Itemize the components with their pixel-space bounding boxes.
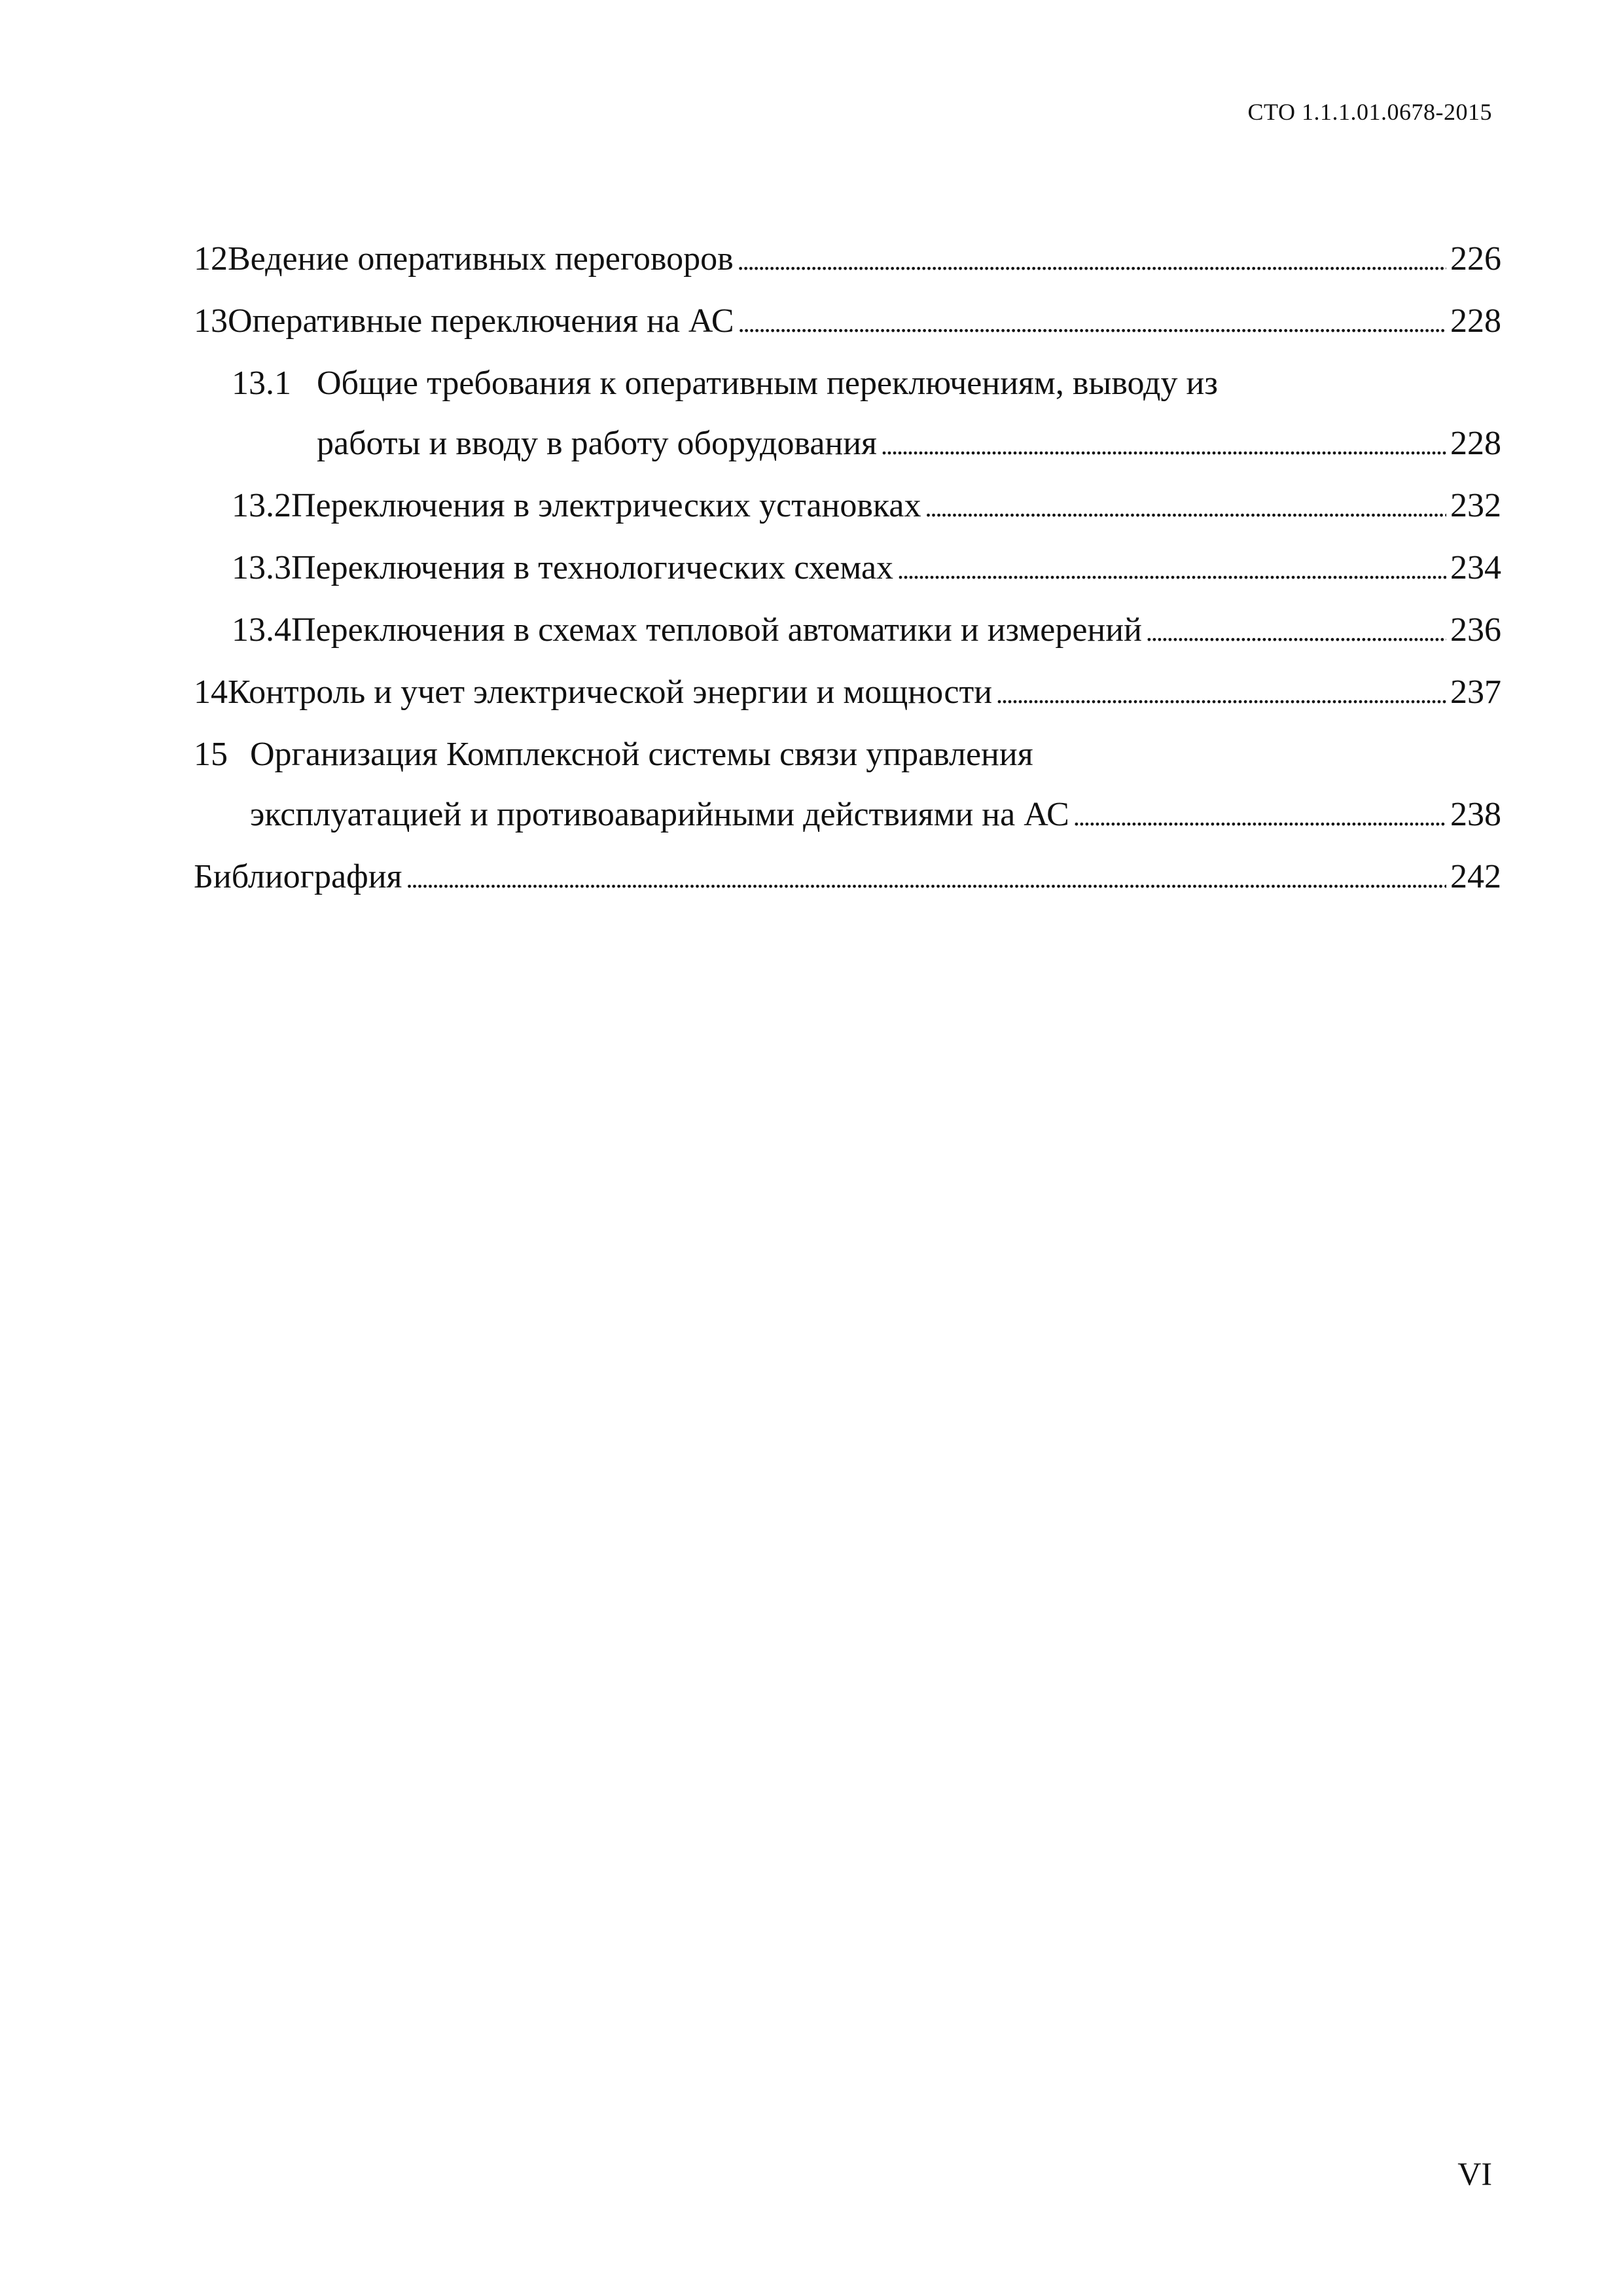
toc-entry-number: 14 <box>194 673 228 711</box>
toc-entry-title: Переключения в технологических схемах <box>291 549 894 586</box>
toc-entry-number: 13.1 <box>232 365 291 402</box>
toc-entry-page: 228 <box>1450 302 1501 340</box>
toc-entry-page: 226 <box>1450 240 1501 278</box>
dot-leader <box>996 662 1446 725</box>
toc-entry-title-line2: эксплуатацией и противоаварийными действиями на АС <box>250 796 1069 833</box>
toc-entry-12[interactable] <box>194 229 1501 291</box>
toc-entry-title: Библиография <box>194 858 402 895</box>
toc-entry-page: 238 <box>1450 796 1501 833</box>
toc-entry-number: 13.4 <box>232 611 291 649</box>
dot-leader <box>1146 600 1446 662</box>
toc-entry-14[interactable] <box>194 662 1501 725</box>
toc-entry-page: 237 <box>1450 673 1501 711</box>
document-code: СТО 1.1.1.01.0678-2015 <box>1247 99 1492 125</box>
table-of-contents <box>194 229 1501 909</box>
toc-entry-title: Контроль и учет электрической энергии и мощности <box>228 673 993 711</box>
toc-entry-15-continued[interactable] <box>194 785 1501 847</box>
dot-leader <box>738 291 1446 353</box>
toc-entry-title: Оперативные переключения на АС <box>228 302 734 340</box>
toc-entry-number: 15 <box>194 736 228 773</box>
toc-entry-title: Переключения в электрических установках <box>291 487 921 524</box>
page-number: VI <box>1457 2155 1492 2192</box>
toc-entry-number: 12 <box>194 240 228 278</box>
toc-entry-page: 234 <box>1450 549 1501 586</box>
dot-leader <box>897 538 1446 600</box>
toc-entry-page: 242 <box>1450 858 1501 895</box>
toc-entry-title-line1: Организация Комплексной системы связи управления <box>250 736 1033 773</box>
toc-entry-title: Ведение оперативных переговоров <box>228 240 734 278</box>
toc-entry-page: 228 <box>1450 425 1501 462</box>
toc-entry-title-line1: Общие требования к оперативным переключениям, выводу из <box>317 365 1218 402</box>
toc-entry-number: 13.2 <box>232 487 291 524</box>
dot-leader <box>881 414 1446 476</box>
toc-entry-title-line2: работы и вводу в работу оборудования <box>317 425 877 462</box>
dot-leader <box>406 847 1446 909</box>
dot-leader <box>738 229 1446 291</box>
toc-entry-13-1[interactable] <box>194 353 1501 414</box>
toc-entry-number: 13.3 <box>232 549 291 586</box>
toc-entry-13-1-continued[interactable] <box>194 414 1501 476</box>
toc-entry-title: Переключения в схемах тепловой автоматики и измерений <box>291 611 1142 649</box>
toc-entry-15[interactable] <box>194 725 1501 785</box>
dot-leader <box>925 476 1446 538</box>
toc-entry-bibliography[interactable] <box>194 847 1501 909</box>
toc-entry-13-3[interactable] <box>194 538 1501 600</box>
dot-leader <box>1073 785 1446 847</box>
toc-entry-13-4[interactable] <box>194 600 1501 662</box>
toc-entry-13-2[interactable] <box>194 476 1501 538</box>
toc-entry-page: 232 <box>1450 487 1501 524</box>
toc-entry-13[interactable] <box>194 291 1501 353</box>
toc-entry-page: 236 <box>1450 611 1501 649</box>
toc-entry-number: 13 <box>194 302 228 340</box>
